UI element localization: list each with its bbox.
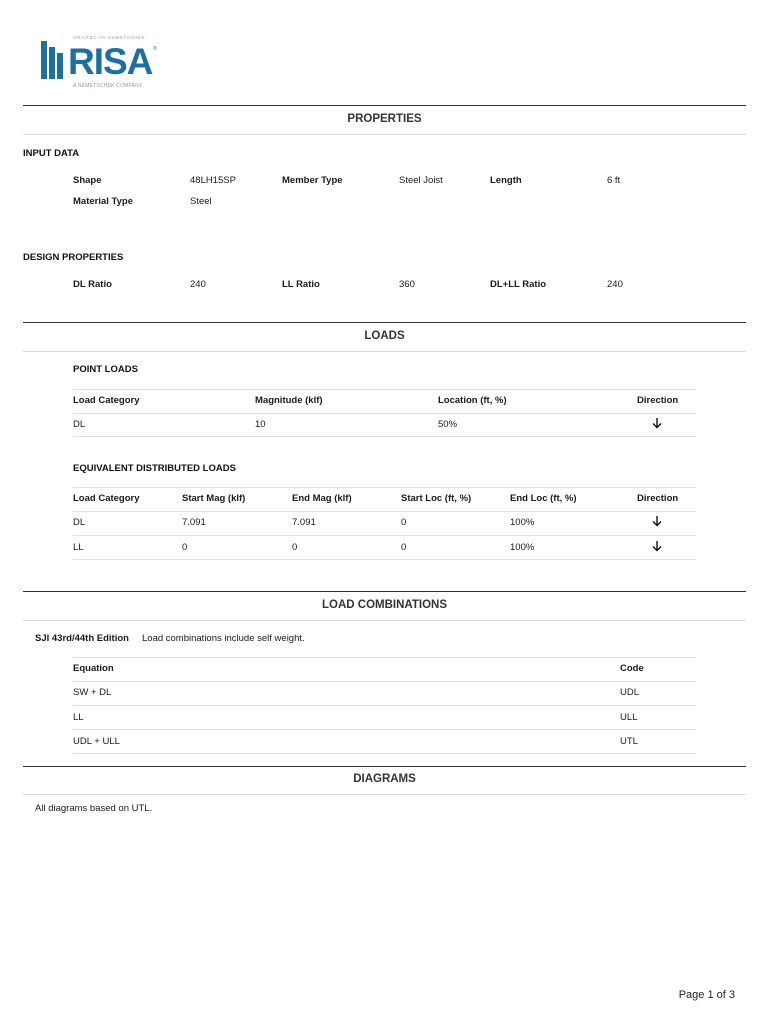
section-divider-light	[23, 351, 746, 352]
point-loads-heading: POINT LOADS	[73, 364, 138, 375]
table-header-magnitude: Magnitude (klf)	[255, 395, 323, 406]
edl-row-end-loc: 100%	[510, 517, 535, 528]
dl-ratio-value: 240	[190, 279, 206, 290]
edl-row-start-mag: 0	[182, 542, 188, 553]
table-rule	[73, 753, 696, 754]
dl-ratio-label: DL Ratio	[73, 279, 112, 290]
table-header-load-category: Load Category	[73, 493, 140, 504]
loads-title: LOADS	[364, 330, 405, 342]
edl-row-end-mag: 7.091	[292, 517, 316, 528]
combination-equation: UDL + ULL	[73, 736, 120, 747]
edl-row-category: DL	[73, 517, 86, 528]
table-header-end-loc: End Loc (ft, %)	[510, 493, 577, 504]
table-rule	[73, 436, 696, 437]
combination-code: UDL	[620, 687, 640, 698]
logo-registered-mark: ®	[153, 46, 157, 52]
table-header-direction: Direction	[637, 395, 679, 406]
ll-ratio-label: LL Ratio	[282, 279, 320, 290]
table-header-start-mag: Start Mag (klf)	[182, 493, 246, 504]
combination-equation: SW + DL	[73, 687, 112, 698]
table-rule	[73, 705, 696, 706]
section-divider	[23, 766, 746, 767]
design-properties-heading: DESIGN PROPERTIES	[23, 252, 124, 263]
point-load-magnitude: 10	[255, 419, 266, 430]
logo-wordmark: RISA	[68, 41, 153, 82]
edl-row-end-mag: 0	[292, 542, 298, 553]
length-value: 6 ft	[607, 175, 621, 186]
load-combinations-title: LOAD COMBINATIONS	[321, 599, 447, 611]
table-rule	[73, 535, 696, 536]
section-divider-light	[23, 794, 746, 795]
table-rule	[73, 487, 696, 488]
combination-equation: LL	[73, 712, 84, 723]
table-header-equation: Equation	[73, 663, 114, 674]
combination-code: UTL	[620, 736, 638, 747]
diagrams-title: DIAGRAMS	[353, 773, 416, 785]
down-arrow-icon	[651, 540, 663, 552]
logo-bars-icon	[41, 41, 68, 79]
edl-row-start-loc: 0	[401, 517, 407, 528]
page-number: Page 1 of 3	[678, 989, 735, 1001]
ll-ratio-value: 360	[399, 279, 415, 290]
table-rule	[73, 389, 696, 390]
down-arrow-icon	[651, 515, 663, 527]
table-rule	[73, 559, 696, 560]
dlll-ratio-label: DL+LL Ratio	[490, 279, 547, 290]
table-header-direction: Direction	[637, 493, 679, 504]
logo-subtitle: A NEMETSCHEK COMPANY	[73, 83, 143, 89]
point-load-location: 50%	[438, 419, 458, 430]
section-divider-light	[23, 620, 746, 621]
shape-value: 48LH15SP	[190, 175, 236, 186]
member-type-value: Steel Joist	[399, 175, 443, 186]
section-divider	[23, 322, 746, 323]
material-type-label: Material Type	[73, 196, 134, 207]
table-rule	[73, 729, 696, 730]
member-type-label: Member Type	[282, 175, 343, 186]
edl-row-end-loc: 100%	[510, 542, 535, 553]
table-rule	[73, 413, 696, 414]
edl-row-start-mag: 7.091	[182, 517, 206, 528]
diagrams-note: All diagrams based on UTL.	[35, 803, 153, 814]
dlll-ratio-value: 240	[607, 279, 623, 290]
table-header-start-loc: Start Loc (ft, %)	[401, 493, 472, 504]
logo-tagline: GRAITEC AN NEMETSCHEK	[73, 35, 146, 40]
point-load-category: DL	[73, 419, 86, 430]
edl-row-category: LL	[73, 542, 84, 553]
table-rule	[73, 681, 696, 682]
table-header-end-mag: End Mag (klf)	[292, 493, 352, 504]
input-data-heading: INPUT DATA	[23, 148, 80, 159]
table-header-location: Location (ft, %)	[438, 395, 507, 406]
section-divider-light	[23, 134, 746, 135]
section-divider	[23, 105, 746, 106]
edition-label: SJI 43rd/44th Edition	[35, 633, 129, 644]
combinations-note: Load combinations include self weight.	[142, 633, 305, 644]
material-type-value: Steel	[190, 196, 212, 207]
table-header-code: Code	[620, 663, 644, 674]
table-rule	[73, 657, 696, 658]
shape-label: Shape	[73, 175, 102, 186]
combination-code: ULL	[620, 712, 638, 723]
length-label: Length	[490, 175, 522, 186]
table-header-load-category: Load Category	[73, 395, 140, 406]
table-rule	[73, 511, 696, 512]
section-divider	[23, 591, 746, 592]
equivalent-distributed-heading: EQUIVALENT DISTRIBUTED LOADS	[73, 463, 236, 474]
properties-title: PROPERTIES	[347, 113, 422, 125]
down-arrow-icon	[651, 417, 663, 429]
edl-row-start-loc: 0	[401, 542, 407, 553]
